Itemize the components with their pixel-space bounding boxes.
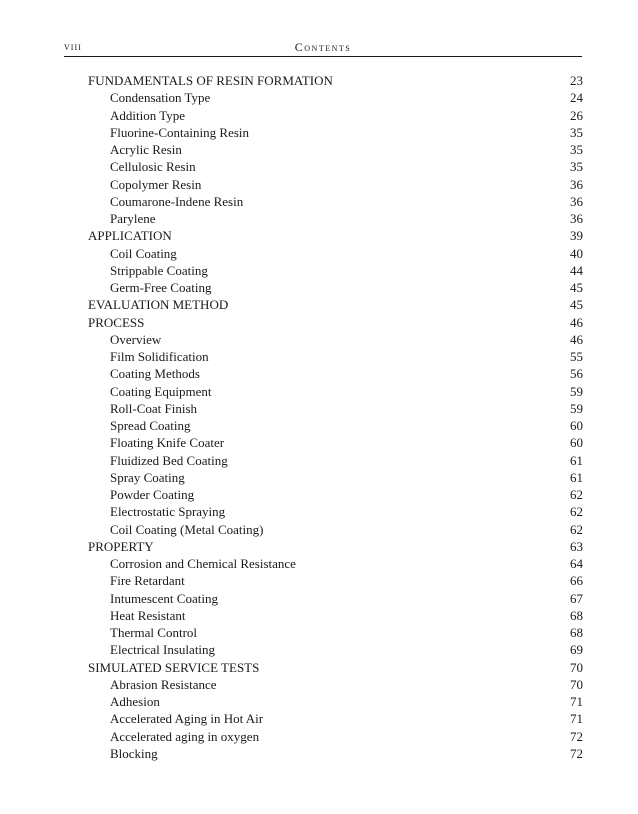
toc-subsection-entry[interactable] [88, 279, 583, 296]
toc-subsection-entry[interactable] [88, 331, 583, 348]
toc-entry-label: Germ-Free Coating [110, 280, 212, 295]
toc-entry-page-number: 60 [570, 418, 583, 433]
toc-entry-page-number: 26 [570, 107, 583, 123]
toc-entry-page-number: 62 [570, 487, 583, 502]
toc-subsection-entry[interactable] [88, 728, 583, 745]
toc-entry-label: Fluorine-Containing Resin [110, 124, 250, 140]
toc-entry-page-number: 61 [570, 469, 583, 485]
toc-entry-label: Acrylic Resin [110, 142, 182, 157]
toc-entry-label: Intumescent Coating [110, 590, 218, 606]
toc-entry-label: Copolymer Resin [110, 176, 202, 192]
toc-subsection-entry[interactable] [88, 486, 583, 503]
toc-entry-label: Powder Coating [110, 487, 195, 502]
toc-subsection-entry[interactable] [88, 555, 583, 572]
toc-entry-label: Thermal Control [110, 625, 198, 640]
toc-entry-label: Cellulosic Resin [110, 159, 196, 175]
toc-entry-page-number: 72 [570, 745, 583, 761]
toc-entry-label: Blocking [110, 745, 158, 761]
toc-subsection-entry[interactable] [88, 383, 583, 400]
toc-entry-label: PROCESS [88, 314, 145, 330]
toc-entry-label: Condensation Type [110, 90, 211, 106]
toc-subsection-entry[interactable] [88, 469, 583, 486]
toc-entry-page-number: 59 [570, 400, 583, 416]
toc-subsection-entry[interactable] [88, 245, 583, 262]
toc-entry-label: Coumarone-Indene Resin [110, 193, 244, 209]
toc-subsection-entry[interactable] [88, 262, 583, 279]
toc-subsection-entry[interactable] [88, 641, 583, 658]
toc-entry-label: Strippable Coating [110, 262, 208, 278]
toc-entry-page-number: 36 [570, 211, 583, 226]
toc-entry-label: SIMULATED SERVICE TESTS [88, 659, 260, 675]
table-of-contents [88, 72, 583, 762]
toc-subsection-entry[interactable] [88, 434, 583, 451]
toc-section-entry[interactable] [88, 659, 583, 676]
toc-section-entry[interactable] [88, 314, 583, 331]
toc-subsection-entry[interactable] [88, 176, 583, 193]
toc-subsection-entry[interactable] [88, 590, 583, 607]
toc-entry-label: Fire Retardant [110, 573, 185, 589]
toc-entry-page-number: 35 [570, 159, 583, 175]
toc-entry-label: Overview [110, 331, 162, 347]
toc-subsection-entry[interactable] [88, 607, 583, 624]
toc-subsection-entry[interactable] [88, 572, 583, 589]
toc-entry-page-number: 44 [570, 262, 583, 278]
toc-entry-page-number: 45 [570, 297, 583, 313]
toc-subsection-entry[interactable] [88, 158, 583, 175]
toc-entry-page-number: 64 [570, 556, 583, 571]
page-number: viii [64, 41, 82, 53]
toc-entry-page-number: 66 [570, 573, 583, 589]
toc-subsection-entry[interactable] [88, 89, 583, 106]
toc-entry-label: Adhesion [110, 694, 160, 709]
toc-entry-page-number: 36 [570, 176, 583, 192]
toc-entry-label: Electrical Insulating [110, 642, 216, 658]
toc-entry-page-number: 46 [570, 331, 583, 347]
toc-entry-label: Fluidized Bed Coating [110, 452, 228, 468]
toc-entry-label: FUNDAMENTALS OF RESIN FORMATION [88, 73, 333, 88]
toc-entry-page-number: 72 [570, 728, 583, 744]
toc-entry-page-number: 70 [570, 676, 583, 692]
toc-subsection-entry[interactable] [88, 521, 583, 538]
toc-entry-page-number: 67 [570, 590, 583, 606]
toc-entry-page-number: 59 [570, 383, 583, 399]
toc-entry-page-number: 71 [570, 694, 583, 709]
toc-entry-label: PROPERTY [88, 538, 154, 554]
toc-entry-label: Spray Coating [110, 469, 185, 485]
toc-subsection-entry[interactable] [88, 452, 583, 469]
toc-section-entry[interactable] [88, 296, 583, 313]
toc-entry-label: Heat Resistant [110, 607, 186, 623]
toc-subsection-entry[interactable] [88, 365, 583, 382]
toc-entry-label: Film Solidification [110, 349, 209, 364]
page-header [64, 38, 582, 57]
toc-entry-label: Abrasion Resistance [110, 676, 217, 692]
toc-entry-label: Accelerated aging in oxygen [110, 728, 260, 744]
toc-subsection-entry[interactable] [88, 141, 583, 158]
toc-entry-label: EVALUATION METHOD [88, 297, 229, 313]
running-head: Contents [294, 40, 352, 54]
toc-subsection-entry[interactable] [88, 693, 583, 710]
toc-entry-page-number: 39 [570, 228, 583, 244]
toc-entry-label: Corrosion and Chemical Resistance [110, 556, 296, 571]
toc-entry-page-number: 70 [570, 659, 583, 675]
toc-entry-label: Coil Coating [110, 245, 177, 261]
toc-entry-page-number: 62 [570, 504, 583, 520]
toc-entry-page-number: 55 [570, 349, 583, 364]
toc-entry-page-number: 61 [570, 452, 583, 468]
toc-subsection-entry[interactable] [88, 417, 583, 434]
toc-entry-page-number: 69 [570, 642, 583, 658]
toc-entry-page-number: 24 [570, 90, 583, 106]
toc-subsection-entry[interactable] [88, 193, 583, 210]
toc-entry-page-number: 60 [570, 435, 583, 451]
toc-entry-page-number: 35 [570, 124, 583, 140]
toc-entry-label: Spread Coating [110, 418, 191, 433]
toc-entry-label: APPLICATION [88, 228, 172, 244]
toc-entry-label: Accelerated Aging in Hot Air [110, 711, 264, 727]
toc-entry-label: Coating Methods [110, 366, 200, 382]
toc-entry-label: Coating Equipment [110, 383, 212, 399]
toc-entry-label: Electrostatic Spraying [110, 504, 226, 520]
toc-subsection-entry[interactable] [88, 107, 583, 124]
toc-subsection-entry[interactable] [88, 624, 583, 641]
toc-entry-page-number: 40 [570, 245, 583, 261]
toc-entry-page-number: 68 [570, 625, 583, 640]
toc-entry-page-number: 23 [570, 73, 583, 88]
toc-entry-page-number: 45 [570, 280, 583, 295]
toc-subsection-entry[interactable] [88, 210, 583, 227]
toc-section-entry[interactable] [88, 72, 583, 89]
toc-entry-page-number: 46 [570, 314, 583, 330]
toc-subsection-entry[interactable] [88, 710, 583, 727]
toc-entry-page-number: 71 [570, 711, 583, 727]
toc-subsection-entry[interactable] [88, 676, 583, 693]
toc-entry-page-number: 56 [570, 366, 583, 382]
toc-section-entry[interactable] [88, 538, 583, 555]
toc-entry-page-number: 62 [570, 521, 583, 537]
toc-entry-label: Roll-Coat Finish [110, 400, 198, 416]
toc-subsection-entry[interactable] [88, 745, 583, 762]
toc-entry-label: Floating Knife Coater [110, 435, 225, 451]
toc-entry-label: Parylene [110, 211, 156, 226]
toc-subsection-entry[interactable] [88, 400, 583, 417]
toc-entry-label: Addition Type [110, 107, 186, 123]
toc-entry-page-number: 68 [570, 607, 583, 623]
toc-entry-page-number: 63 [570, 538, 583, 554]
toc-subsection-entry[interactable] [88, 503, 583, 520]
toc-section-entry[interactable] [88, 227, 583, 244]
toc-entry-page-number: 35 [570, 142, 583, 157]
toc-subsection-entry[interactable] [88, 348, 583, 365]
toc-subsection-entry[interactable] [88, 124, 583, 141]
toc-entry-page-number: 36 [570, 193, 583, 209]
toc-entry-label: Coil Coating (Metal Coating) [110, 521, 264, 537]
